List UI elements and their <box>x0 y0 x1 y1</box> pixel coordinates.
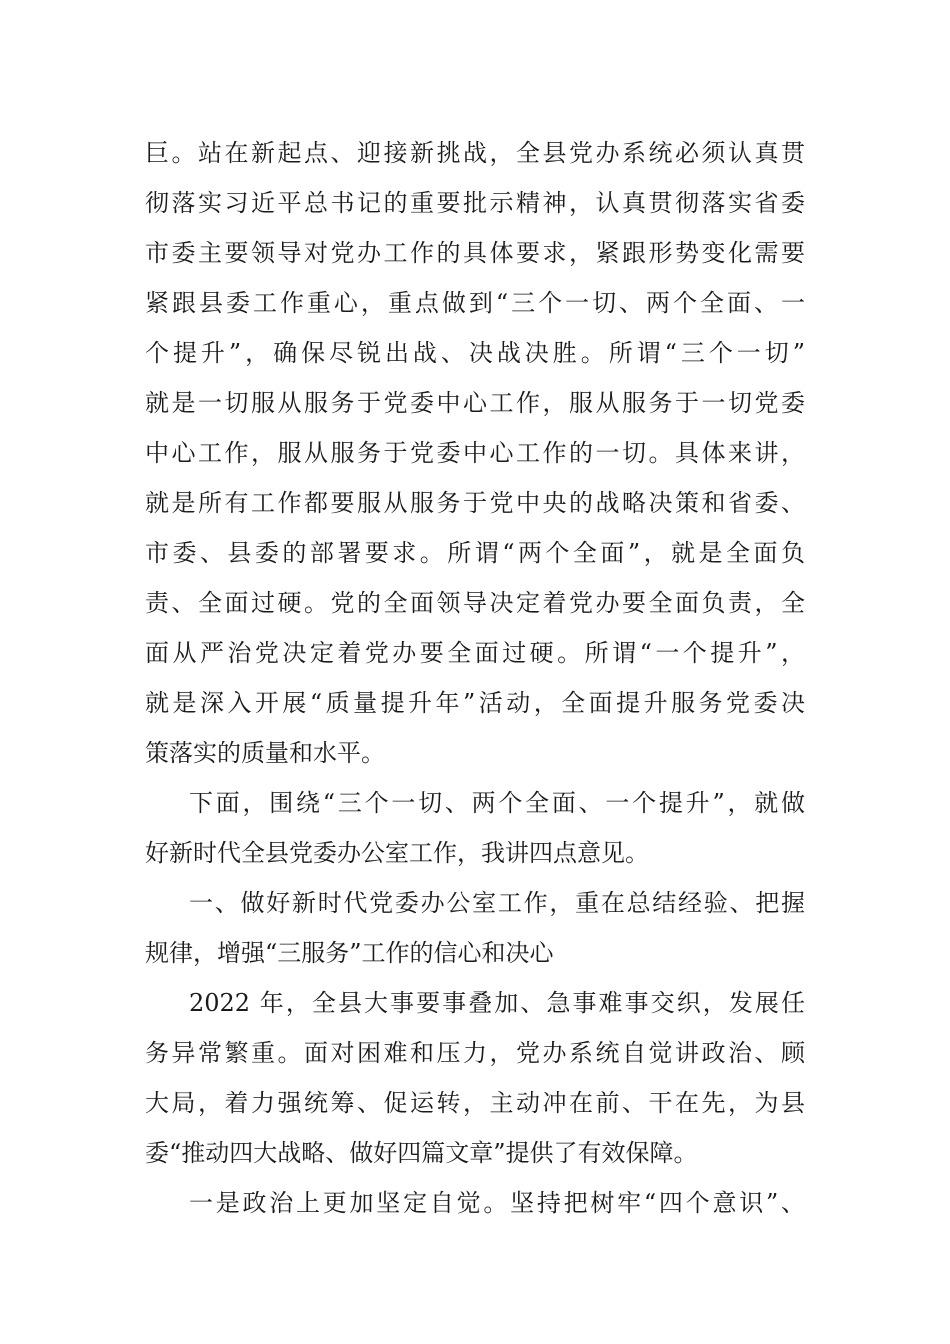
text-line: 一是政治上更加坚定自觉。坚持把树牢“四个意识”、 <box>189 1189 805 1217</box>
text-line: 2022 年，全县大事要事叠加、急事难事交织，发展任 <box>189 989 805 1017</box>
paragraph-4 <box>145 978 805 1178</box>
text-line: 市委主要领导对党办工作的具体要求，紧跟形势变化需要 <box>145 239 805 267</box>
document-body <box>145 128 805 1228</box>
text-line: 好新时代全县党委办公室工作，我讲四点意见。 <box>145 839 649 867</box>
paragraph-3-heading <box>145 878 805 978</box>
text-line: 下面，围绕“三个一切、两个全面、一个提升”，就做 <box>189 789 805 817</box>
section-heading-line: 规律，增强“三服务”工作的信心和决心 <box>145 939 554 967</box>
text-line: 就是深入开展“质量提升年”活动，全面提升服务党委决 <box>145 689 805 717</box>
text-line: 巨。站在新起点、迎接新挑战，全县党办系统必须认真贯 <box>145 139 805 167</box>
text-line: 委“推动四大战略、做好四篇文章”提供了有效保障。 <box>145 1139 698 1167</box>
text-line: 策落实的质量和水平。 <box>145 739 385 767</box>
paragraph-5 <box>145 1178 805 1228</box>
section-heading-line: 一、做好新时代党委办公室工作，重在总结经验、把握 <box>189 889 805 917</box>
text-line: 中心工作，服从服务于党委中心工作的一切。具体来讲， <box>145 439 805 467</box>
text-line: 紧跟县委工作重心，重点做到“三个一切、两个全面、一 <box>145 289 805 317</box>
text-line: 市委、县委的部署要求。所谓“两个全面”，就是全面负 <box>145 539 805 567</box>
text-line: 彻落实习近平总书记的重要批示精神，认真贯彻落实省委 <box>145 189 805 217</box>
paragraph-1 <box>145 128 805 778</box>
text-line: 务异常繁重。面对困难和压力，党办系统自觉讲政治、顾 <box>145 1039 805 1067</box>
text-line: 个提升”，确保尽锐出战、决战决胜。所谓“三个一切” <box>145 339 805 367</box>
text-line: 责、全面过硬。党的全面领导决定着党办要全面负责，全 <box>145 589 805 617</box>
text-line: 就是一切服从服务于党委中心工作，服从服务于一切党委 <box>145 389 805 417</box>
text-line: 大局，着力强统筹、促运转，主动冲在前、干在先，为县 <box>145 1089 805 1117</box>
paragraph-2 <box>145 778 805 878</box>
text-line: 面从严治党决定着党办要全面过硬。所谓“一个提升”， <box>145 639 805 667</box>
text-line: 就是所有工作都要服从服务于党中央的战略决策和省委、 <box>145 489 805 517</box>
